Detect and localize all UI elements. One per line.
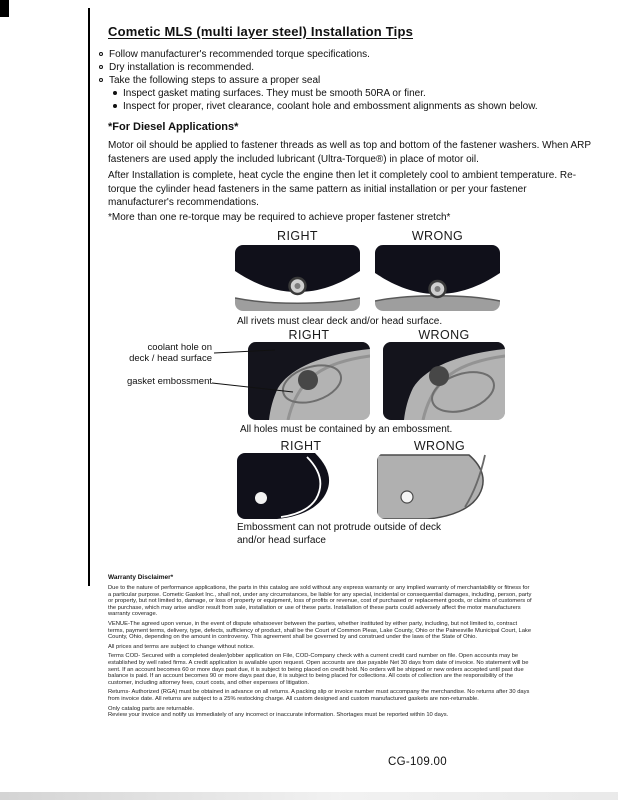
disclaimer-paragraph: Terms COD- Secured with a completed dealer/jobber application on File, COD-Company check with a current credit card number on file. Open accounts may be established by well rated firms. A credit application is available upon request. Open accounts are due payable Net 30 days from date of invoice. No statement will be sent. If an account becomes 60 or more days past due, it is subject to being placed on credit hold. No orders will be shipped or new orders accepted until past due balance is paid. If an account becomes 90 or more days past due, it is subject to being placed for collections. All costs of collection are the responsibility of the customer, including attorney fees, court costs, and other expenses of litigation.	[108, 653, 529, 686]
diesel-paragraph-2: After Installation is complete, heat cycle the engine then let it completely cool to ambient temperature. Re-torque the cylinder head fasteners in the same pattern as initial installation or per your fastener manufacturer's recommendations.	[108, 170, 577, 208]
coolant-label-line1: coolant hole on	[147, 342, 212, 353]
disclaimer-paragraph: Due to the nature of performance applications, the parts in this catalog are sold without any express warranty or any implied warranty of merchantability or fitness for a particular purpose. Cometic Gasket Inc., shall not, under any circumstances, be liable for any special, incidental or consequential damages, including, person, party or property, but not limited to, damage, or loss of property or equipment, loss of profits or revenue, cost of purchased or replacement goods, or claims of customers of the purchase, which may arise and/or result from sale, installation or use of these parts. Installation of these parts could adversely affect the motor manufacturers warranty coverage.	[108, 585, 532, 618]
scan-corner-mark	[0, 0, 9, 17]
filled-bullet-icon	[113, 104, 117, 108]
row3-caption-line1: Embossment can not protrude outside of deck	[237, 522, 442, 533]
left-margin-rule	[88, 8, 90, 586]
gasket-embossment-label: gasket embossment	[126, 376, 212, 387]
diagram-coolant-wrong	[383, 342, 505, 420]
diagram-embossment-right	[237, 453, 365, 519]
disclaimer-heading: Warranty Disclaimer*	[108, 574, 174, 581]
diesel-paragraph-1: Motor oil should be applied to fastener threads as well as top and bottom of the fastener washers. When ARP fasteners are used apply the included lubricant (Ultra-Torque®) in place of motor oil.	[108, 140, 591, 165]
disclaimer-paragraph: VENUE-The agreed upon venue, in the event of dispute whatsoever between the parties, whether instituted by either party, including, but not limited to, contract terms, payment terms, delivery, type, defects, sufficiency of product, shall be the Court of Common Pleas, Lake County, Ohio or the Painesville Municipal Court, Lake County, Ohio, depending on the amount in controversy. This agreement shall be governed by and construed under the laws of the State of Ohio.	[108, 620, 532, 641]
open-bullet-icon	[99, 65, 103, 69]
retorque-note: *More than one re-torque may be required to achieve proper fastener stretch*	[108, 212, 451, 223]
disclaimer-paragraph: Review your invoice and notify us immediately of any incorrect or inaccurate information. Shortages must be reported within 10 days.	[108, 712, 449, 719]
page-title: Cometic MLS (multi layer steel) Installation Tips	[108, 24, 414, 39]
warranty-disclaimer	[108, 574, 532, 722]
tip-text: Dry installation is recommended.	[109, 62, 255, 73]
tip-item	[99, 74, 604, 87]
diagram-rivet-right	[235, 245, 360, 311]
tip-sub-item	[113, 87, 604, 100]
tip-item	[99, 48, 604, 61]
right-header-row1: RIGHT	[277, 229, 318, 243]
tip-sub-item	[113, 100, 604, 113]
coolant-hole-label	[118, 342, 212, 364]
diagram-embossment-wrong	[377, 453, 502, 519]
disclaimer-paragraph: Only catalog parts are returnable.	[108, 705, 195, 712]
tip-text: Inspect gasket mating surfaces. They must be smooth 50RA or finer.	[123, 88, 426, 99]
disclaimer-paragraph: All prices and terms are subject to change without notice.	[108, 643, 255, 650]
coolant-label-line2: deck / head surface	[129, 353, 212, 364]
wrong-header-row1: WRONG	[411, 229, 464, 243]
diesel-heading: *For Diesel Applications*	[108, 121, 239, 133]
row1-caption: All rivets must clear deck and/or head surface.	[237, 316, 443, 327]
row3-caption-line2: and/or head surface	[237, 535, 326, 546]
open-bullet-icon	[99, 78, 103, 82]
tip-text: Inspect for proper, rivet clearance, coolant hole and embossment alignments as shown below.	[123, 101, 538, 112]
scan-bottom-edge	[0, 792, 618, 800]
open-bullet-icon	[99, 52, 103, 56]
tip-text: Follow manufacturer's recommended torque specifications.	[109, 49, 370, 60]
wrong-header-row2: WRONG	[418, 328, 470, 342]
filled-bullet-icon	[113, 91, 117, 95]
tip-item	[99, 61, 604, 74]
right-header-row3: RIGHT	[280, 439, 322, 453]
catalog-code: CG-109.00	[388, 756, 447, 768]
row3-caption	[237, 521, 537, 547]
wrong-header-row3: WRONG	[413, 439, 466, 453]
pointer-lines	[205, 340, 300, 402]
tip-text: Take the following steps to assure a proper seal	[109, 75, 321, 86]
tips-list	[99, 48, 604, 113]
row2-caption: All holes must be contained by an embossment.	[240, 424, 453, 435]
diagram-rivet-wrong	[375, 245, 500, 311]
right-header-row2: RIGHT	[288, 328, 330, 342]
disclaimer-paragraph: Returns- Authorized (RGA) must be obtained in advance on all returns. A packing slip or invoice number must accompany the merchandise. No returns after 30 days from invoice date. All returns are subject to a 25% restocking charge. All custom designed and custom manufactured gaskets are non-returnable.	[108, 689, 530, 702]
